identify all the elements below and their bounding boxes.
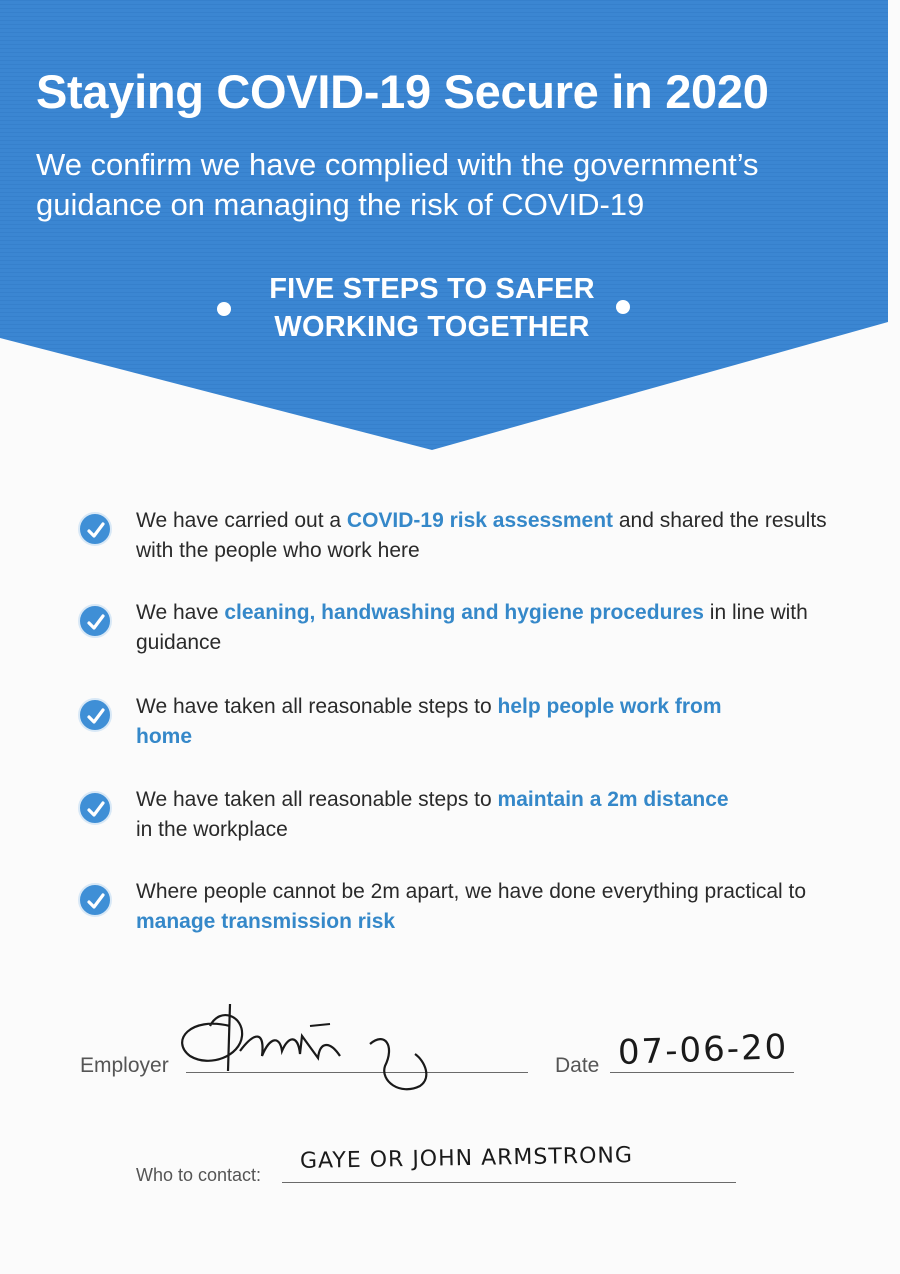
contact-line bbox=[282, 1182, 736, 1183]
checklist-item-highlight: maintain a 2m distance bbox=[497, 788, 729, 811]
five-steps-heading-line2: WORKING TOGETHER bbox=[274, 311, 590, 343]
heading-dot-right bbox=[616, 300, 630, 314]
date-label: Date bbox=[555, 1054, 600, 1077]
date-value: 07-06-20 bbox=[617, 1027, 789, 1073]
page-title: Staying COVID-19 Secure in 2020 bbox=[36, 65, 769, 118]
checklist-item-text: We have taken all reasonable steps to maintain a 2m distance in the workplace bbox=[136, 788, 729, 841]
checkmark-icon bbox=[78, 883, 112, 917]
employer-label: Employer bbox=[80, 1054, 169, 1077]
checklist-item-highlight: help people work from home bbox=[136, 695, 722, 748]
contact-label: Who to contact: bbox=[136, 1165, 262, 1185]
checklist-item-text: We have taken all reasonable steps to help people work from home bbox=[136, 695, 722, 748]
checklist-item-text: Where people cannot be 2m apart, we have done everything practical to manage transmission risk bbox=[136, 880, 807, 933]
five-steps-heading-line1: FIVE STEPS TO SAFER bbox=[269, 273, 595, 305]
checklist-item-highlight: manage transmission risk bbox=[136, 910, 396, 933]
checklist-item-text: We have carried out a COVID-19 risk assessment and shared the results with the people who work here bbox=[136, 509, 827, 562]
page-subtitle: We confirm we have complied with the government’s guidance on managing the risk of COVID-19 bbox=[36, 147, 759, 222]
checklist-item-text: We have cleaning, handwashing and hygiene procedures in line with guidance bbox=[136, 601, 808, 654]
employer-signature-drawing bbox=[170, 996, 440, 1106]
contact-value: GAYE OR JOHN ARMSTRONG bbox=[299, 1143, 634, 1174]
header-banner bbox=[0, 0, 888, 450]
checklist-item-highlight: cleaning, handwashing and hygiene procedures bbox=[224, 601, 704, 624]
five-steps-heading bbox=[222, 270, 642, 346]
checklist-item-highlight: COVID-19 risk assessment bbox=[346, 509, 614, 532]
checkmark-icon bbox=[78, 604, 112, 638]
checkmark-icon bbox=[78, 698, 112, 732]
checkmark-icon bbox=[78, 791, 112, 825]
checkmark-icon bbox=[78, 512, 112, 546]
